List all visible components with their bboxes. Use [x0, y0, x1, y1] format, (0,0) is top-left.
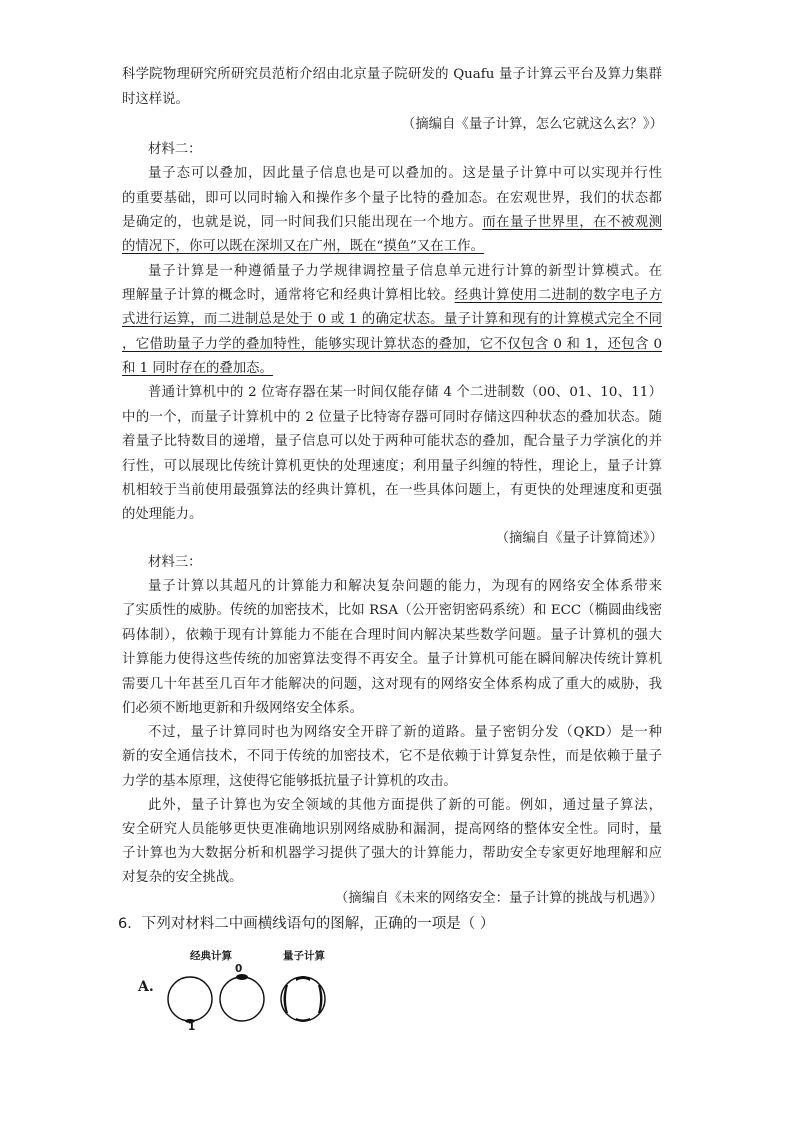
underlined-text: ，它借助量子力学的叠加特性，能够实现计算状态的叠加，它不仅包含 0 和 1，还包含 0: [122, 337, 662, 352]
text-line: 的处理能力。: [122, 507, 203, 522]
quantum-arc-left: [284, 985, 289, 1013]
text-line: 中的一个，而量子计算机中的 2 位量子比特寄存器可同时存储这四种状态的叠加状态。随: [122, 410, 662, 425]
question-stem: 6．下列对材料二中画横线语句的图解，正确的一项是（ ）: [118, 916, 495, 932]
text-line: 时这样说。: [122, 92, 189, 107]
text-line: 普通计算机中的 2 位寄存器在某一时间仅能存储 4 个二进制数（00、01、10、11）: [148, 385, 662, 400]
text-line: 机相较于当前使用最强算法的经典计算机，在一些具体问题上，有更快的处理速度和更强: [122, 483, 662, 498]
underlined-text: 经典计算使用二进制的数字电子方: [454, 288, 662, 303]
text-line: 量子计算是一种遵循量子力学规律调控量子信息单元进行计算的新型计算模式。在: [148, 264, 662, 279]
label-one: 1: [188, 1021, 196, 1033]
text-line: [122, 287, 662, 305]
text-line: [122, 214, 662, 232]
text-line: 科学院物理研究所研究员范桁介绍由北京量子院研发的 Quafu 量子计算云平台及算力集群: [122, 67, 662, 82]
text-line: 行性，可以展现比传统计算机更快的处理速度；利用量子纠缠的特性，理论上，量子计算: [122, 459, 662, 474]
source-citation: （摘编自《量子计算，怎么它就这么玄？》）: [401, 117, 663, 132]
underlined-text: 的情况下，你可以既在深圳又在广州，既在“摸鱼”又在工作。: [122, 239, 484, 254]
classical-state-circle-2: [220, 977, 264, 1021]
caption-classical: 经典计算: [190, 950, 232, 962]
text-line: [122, 336, 662, 354]
quantum-marker-bottom: [296, 1018, 310, 1022]
text-line: 着量子比特数目的递增，量子信息可以处于两种可能状态的叠加，配合量子力学演化的并: [122, 434, 662, 449]
text-line: 需要几十年甚至几百年才能解决的问题，这对现有的网络安全体系构成了重大的威胁，我: [122, 677, 662, 692]
plain-text: 理解量子计算的概念时，通常将它和经典计算相比较。: [122, 288, 455, 303]
quantum-marker-top: [296, 976, 310, 981]
text-line: 新的安全通信技术，不同于传统的加密技术，它不是依赖于计算复杂性，而是依赖于量子: [122, 749, 662, 764]
text-line: 了实质性的威胁。传统的加密技术，比如 RSA（公开密钥密码系统）和 ECC（椭圆曲线密: [122, 603, 662, 618]
text-line: 们必须不断地更新和升级网络安全体系。: [122, 701, 364, 716]
source-citation: （摘编自《量子计算简述》）: [495, 531, 663, 546]
section-heading: 材料二：: [148, 142, 202, 157]
classical-state-circle-1: [168, 977, 212, 1021]
caption-quantum: 量子计算: [283, 950, 325, 962]
label-zero: 0: [235, 963, 243, 975]
text-line: 的重要基础，即可以同时输入和操作多个量子比特的叠加态。在宏观世界，我们的状态都: [122, 191, 662, 206]
text-line: 力学的基本原理，这使得它能够抵抗量子计算机的攻击。: [122, 774, 457, 789]
text-line: 量子态可以叠加，因此量子信息也是可以叠加的。这是量子计算中可以实现并行性: [148, 166, 662, 181]
text-line: 子计算也为大数据分析和机器学习提供了强大的计算能力，帮助安全专家更好地理解和应: [122, 846, 662, 861]
underlined-text: 和 1 同时存在的叠加态。: [122, 361, 273, 376]
quantum-arc-right: [318, 985, 323, 1013]
underlined-text: 而在量子世界里，在不被观测: [482, 215, 662, 230]
plain-text: 是确定的，也就是说，同一时间我们只能出现在一个地方。: [122, 215, 483, 230]
option-a-diagram[interactable]: [160, 948, 340, 1033]
text-line: [122, 311, 662, 329]
text-line: 量子计算以其超凡的计算能力和解决复杂问题的能力，为现有的网络安全体系带来: [148, 579, 662, 594]
text-line: 此外，量子计算也为安全领域的其他方面提供了新的可能。例如，通过量子算法，: [148, 798, 662, 813]
underlined-text: 式进行运算，而二进制总是处于 0 或 1 的确定状态。量子计算和现有的计算模式完全不同: [122, 312, 662, 327]
text-line: [122, 238, 662, 256]
quantum-state-circle: [281, 977, 325, 1021]
option-a-label[interactable]: A.: [138, 979, 154, 995]
section-heading: 材料三：: [148, 555, 202, 570]
circles-figure: [160, 948, 340, 1033]
text-line: 计算能力使得这些传统的加密算法变得不再安全。量子计算机可能在瞬间解决传统计算机: [122, 652, 662, 667]
text-line: [122, 360, 662, 378]
source-citation: （摘编自《未来的网络安全：量子计算的挑战与机遇》）: [334, 891, 663, 906]
text-line: 不过，量子计算同时也为网络安全开辟了新的道路。量子密钥分发（QKD）是一种: [148, 725, 662, 740]
text-line: 对复杂的安全挑战。: [122, 870, 243, 885]
text-line: 码体制），依赖于现有计算能力不能在合理时间内解决某些数学问题。量子计算机的强大: [122, 628, 662, 643]
text-line: 安全研究人员能够更快更准确地识别网络威胁和漏洞，提高网络的整体安全性。同时，量: [122, 822, 662, 837]
